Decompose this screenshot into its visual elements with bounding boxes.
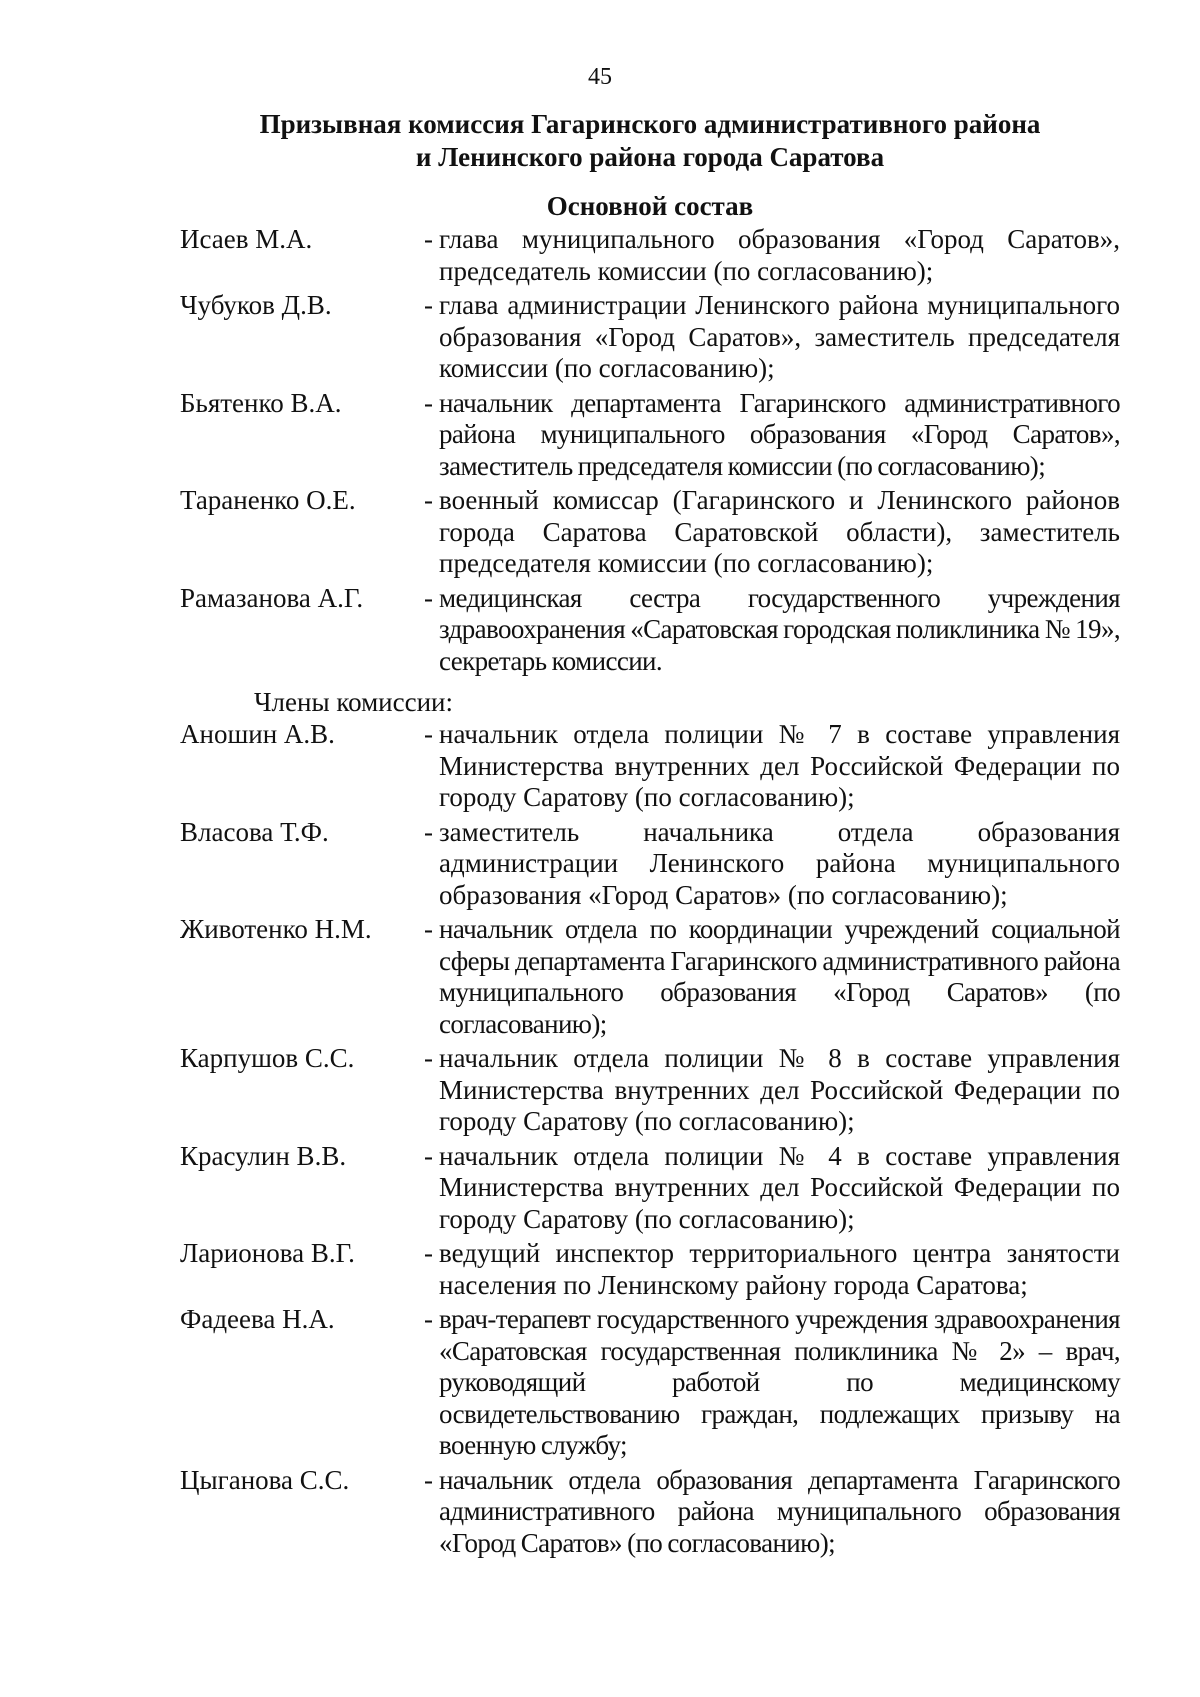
member-name: Красулин В.В. xyxy=(180,1140,347,1171)
main-composition-heading: Основной состав xyxy=(546,191,754,221)
document-title xyxy=(180,108,1120,174)
main-member-entry xyxy=(180,485,1120,580)
member-position: начальник департамента Гагаринского административного района муниципального образования «Город Саратов», заместитель председателя комиссии (по согласованию); xyxy=(439,387,1120,481)
member-name: Аношин А.В. xyxy=(180,719,335,749)
members-label: Члены комиссии: xyxy=(254,687,453,717)
member-position: начальник отдела полиции № 4 в составе управления Министерства внутренних дел Российской Федерации по городу Саратову (по согласованию); xyxy=(439,1140,1120,1234)
dash: - xyxy=(424,1140,433,1171)
member-name: Фадеева Н.А. xyxy=(180,1304,335,1334)
member-entry xyxy=(180,719,1120,814)
member-position: начальник отдела полиции № 8 в составе управления Министерства внутренних дел Российской Федерации по городу Саратову (по согласованию); xyxy=(439,1043,1120,1136)
dash: - xyxy=(424,1238,433,1268)
members-list xyxy=(180,719,1120,1562)
member-position: врач-терапевт государственного учреждения здравоохранения «Саратовская государственная поликлиника № 2» – врач, руководящий работой по медицинскому освидетельствованию граждан, подлежащих призыву на военную службу; xyxy=(439,1304,1120,1460)
dash: - xyxy=(424,1464,433,1495)
dash: - xyxy=(424,914,433,944)
member-entry xyxy=(180,1141,1120,1236)
main-member-entry xyxy=(180,583,1120,678)
main-member-entry xyxy=(180,388,1120,483)
member-entry xyxy=(180,914,1120,1040)
page-number: 45 xyxy=(588,64,612,90)
member-entry xyxy=(180,1238,1120,1301)
dash: - xyxy=(424,1043,433,1073)
document-title-line-2: и Ленинского района города Саратова xyxy=(415,142,885,172)
dash: - xyxy=(424,816,433,847)
member-name: Ларионова В.Г. xyxy=(180,1238,355,1268)
member-position: начальник отдела образования департамента Гагаринского административного района муниципального образования «Город Саратов» (по согласованию); xyxy=(439,1464,1120,1558)
member-name: Власова Т.Ф. xyxy=(180,816,329,847)
main-member-entry xyxy=(180,290,1120,385)
member-name: Животенко Н.М. xyxy=(180,914,372,944)
dash: - xyxy=(424,1304,433,1334)
member-position: начальник отдела по координации учреждений социальной сферы департамента Гагаринского административного района муниципального образования «Город Саратов» (по согласованию); xyxy=(439,914,1120,1039)
member-position: глава муниципального образования «Город Саратов», председатель комиссии (по согласованию); xyxy=(439,224,1120,286)
member-name: Исаев М.А. xyxy=(180,224,313,254)
member-name: Цыганова С.С. xyxy=(180,1464,350,1495)
member-position: глава администрации Ленинского района муниципального образования «Город Саратов», заместитель председателя комиссии (по согласованию); xyxy=(439,290,1120,383)
member-position: военный комиссар (Гагаринского и Ленинского районов города Саратова Саратовской области), заместитель председателя комиссии (по согласованию); xyxy=(439,485,1120,578)
member-name: Карпушов С.С. xyxy=(180,1043,355,1073)
member-name: Бьятенко В.А. xyxy=(180,387,342,418)
dash: - xyxy=(424,719,433,749)
dash: - xyxy=(424,387,433,418)
member-position: ведущий инспектор территориального центра занятости населения по Ленинскому району города Саратова; xyxy=(439,1238,1120,1300)
main-composition-list xyxy=(180,224,1120,680)
member-position: медицинская сестра государственного учреждения здравоохранения «Саратовская городская поликлиника № 19», секретарь комиссии. xyxy=(439,582,1120,676)
member-name: Рамазанова А.Г. xyxy=(180,582,364,613)
dash: - xyxy=(424,582,433,613)
member-entry xyxy=(180,1304,1120,1462)
dash: - xyxy=(424,290,433,320)
member-entry xyxy=(180,817,1120,912)
member-entry xyxy=(180,1465,1120,1560)
member-position: заместитель начальника отдела образования администрации Ленинского района муниципального образования «Город Саратов» (по согласованию); xyxy=(439,816,1120,910)
member-entry xyxy=(180,1043,1120,1138)
dash: - xyxy=(424,224,433,254)
dash: - xyxy=(424,485,433,515)
member-name: Чубуков Д.В. xyxy=(180,290,332,320)
member-position: начальник отдела полиции № 7 в составе управления Министерства внутренних дел Российской Федерации по городу Саратову (по согласованию); xyxy=(439,719,1120,812)
member-name: Тараненко О.Е. xyxy=(180,485,356,515)
main-member-entry xyxy=(180,224,1120,287)
document-title-line-1: Призывная комиссия Гагаринского административного района xyxy=(259,109,1041,139)
